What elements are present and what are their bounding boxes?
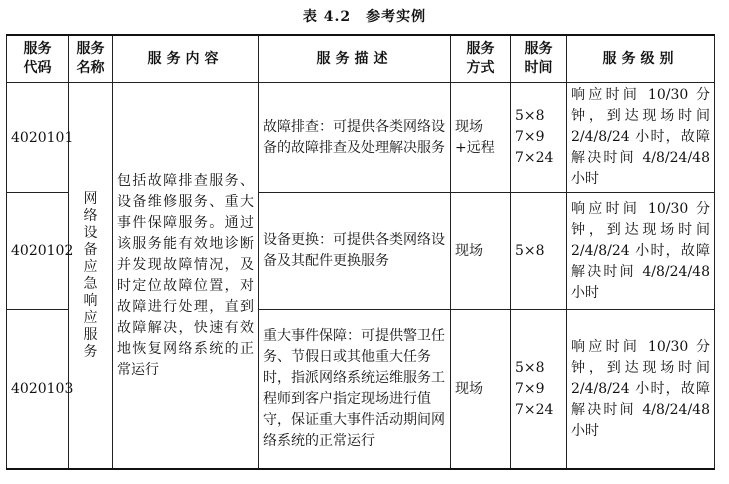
service-name-char: 网	[83, 190, 98, 207]
service-desc: 设备更换：可提供各类网络设备及其配件更换服务	[259, 193, 451, 310]
service-time-value: 7×9	[515, 129, 545, 145]
header-code	[7, 35, 69, 83]
header-time-line2: 时间	[524, 60, 553, 76]
service-name-char: 务	[83, 343, 98, 360]
service-mode: 现场	[451, 310, 511, 470]
header-mode-line1: 服务	[466, 41, 495, 57]
header-name	[69, 35, 113, 83]
service-time	[511, 310, 567, 470]
service-level: 响应时间 10/30 分钟，到达现场时间 2/4/8/24 小时，故障解决时间 4/8/24/48 小时	[567, 83, 715, 193]
service-level: 响应时间 10/30 分钟，到达现场时间 2/4/8/24 小时，故障解决时间 4/8/24/48 小时	[567, 193, 715, 310]
service-time-value: 7×9	[515, 380, 545, 397]
service-code: 4020103	[7, 310, 69, 470]
service-name-cell	[69, 83, 113, 470]
header-mode	[451, 35, 511, 83]
header-time	[511, 35, 567, 83]
service-table	[6, 34, 715, 470]
service-time-value: 5×8	[515, 359, 545, 376]
table-caption: 表 4.2 参考实例	[302, 9, 427, 25]
service-name-char: 备	[83, 241, 98, 258]
service-name-char: 络	[83, 207, 98, 224]
table-row	[7, 83, 715, 193]
service-time-value: 7×24	[515, 150, 554, 166]
service-name-char: 响	[83, 292, 98, 309]
service-code: 4020102	[7, 193, 69, 310]
service-mode: 现场	[451, 193, 511, 310]
service-name-char: 应	[83, 258, 98, 275]
service-content: 包括故障排查服务、设备维修服务、重大事件保障服务。通过该服务能有效地诊断并发现故障情况，及时定位故障位置，对故障进行处理，直到故障解决，快速有效地恢复网络系统的正常运行	[113, 83, 259, 470]
header-name-line1: 服务	[76, 41, 105, 57]
service-name-char: 急	[83, 275, 98, 292]
service-time-value: 7×24	[515, 401, 554, 418]
header-row	[7, 35, 715, 83]
header-desc: 服务描述	[259, 35, 451, 83]
service-name-char: 设	[83, 224, 98, 241]
header-code-line2: 代码	[23, 60, 52, 76]
header-mode-line2: 方式	[466, 60, 495, 76]
service-code: 4020101	[7, 83, 69, 193]
service-desc: 重大事件保障：可提供警卫任务、节假日或其他重大任务时，指派网络系统运维服务工程师到客户指定现场进行值守，保证重大事件活动期间网络系统的正常运行	[259, 310, 451, 470]
service-time-value: 5×8	[515, 108, 545, 124]
service-name-char: 服	[83, 326, 98, 343]
service-name	[73, 191, 108, 361]
service-time	[511, 193, 567, 310]
header-time-line1: 服务	[524, 41, 553, 57]
header-content: 服务内容	[113, 35, 259, 83]
service-level: 响应时间 10/30 分钟，到达现场时间 2/4/8/24 小时，故障解决时间 4/8/24/48 小时	[567, 310, 715, 470]
service-name-char: 应	[83, 309, 98, 326]
service-time-value: 5×8	[515, 242, 545, 259]
service-mode: 现场+远程	[451, 83, 511, 193]
service-desc: 故障排查：可提供各类网络设备的故障排查及处理解决服务	[259, 83, 451, 193]
header-code-line1: 服务	[23, 41, 52, 57]
header-name-line2: 名称	[76, 60, 105, 76]
header-level: 服务级别	[567, 35, 715, 83]
service-time	[511, 83, 567, 193]
